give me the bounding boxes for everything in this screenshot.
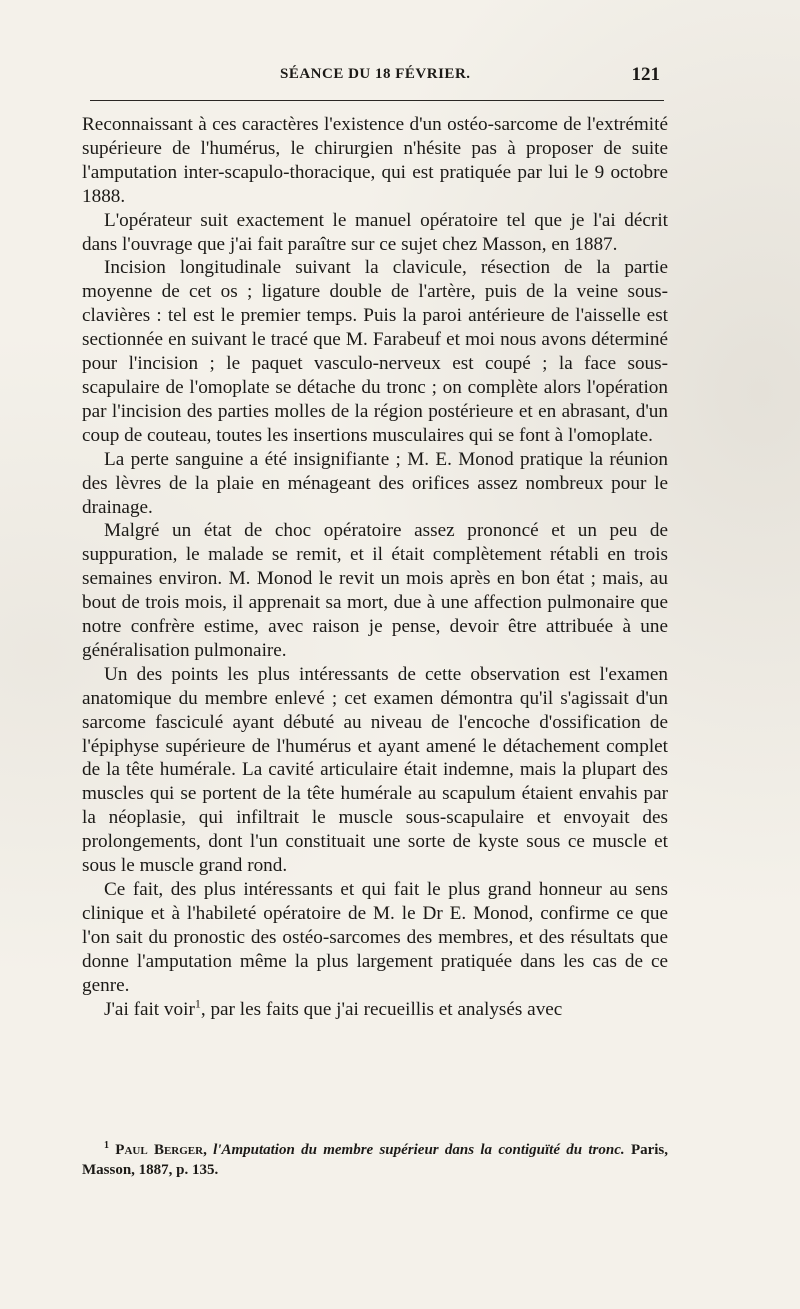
paragraph: L'opérateur suit exactement le manuel opératoire tel que je l'ai décrit dans l'ouvrage que j'ai fait paraître sur ce sujet chez Masson, en 1887. [82,209,668,255]
page-number: 121 [631,64,660,85]
paragraph: Incision longitudinale suivant la clavicule, résection de la partie moyenne de cet os ; ligature double de l'artère, puis de la veine sous-clavières : tel est le premier temps. Puis la paroi antérieure de l'aisselle est sectionnée en suivant le tracé que M. Farabeuf et moi nous avons déterminé pour l'incision ; le paquet vasculo-nerveux est coupé ; la face sous-scapulaire de l'omoplate se détache du tronc ; on complète alors l'opération par l'incision des parties molles de la région postérieure et en abrasant, d'un coup de couteau, toutes les insertions musculaires qui se font à l'omoplate. [82,257,668,446]
footnote-mark: 1 [104,1140,109,1151]
paragraph: La perte sanguine a été insignifiante ; M. E. Monod pratique la réunion des lèvres de la plaie en ménageant des orifices assez nombreux pour le drainage. [82,448,668,518]
footnote [82,1140,668,1180]
footnote-title: l'Amputation du membre supérieur dans la contiguïté du tronc. [213,1142,625,1158]
paragraph: Reconnaissant à ces caractères l'existence d'un ostéo-sarcome de l'extrémité supérieure de l'humérus, le chirurgien n'hésite pas à proposer de suite l'amputation inter-scapulo-thoracique, qui est pratiquée par lui le 9 octobre 1888. [82,114,668,207]
running-title: SÉANCE DU 18 FÉVRIER. [280,66,471,82]
paragraph-last [82,998,668,1022]
footnote-reference[interactable]: 1 [194,996,201,1011]
body-text [82,113,668,1021]
footnote-publication: Paris, Masson, 1887, p. 135. [82,1142,669,1178]
paragraph-last-start: J'ai fait voir [104,998,195,1020]
paragraph-last-end: , par les faits que j'ai recueillis et analysés avec [200,998,563,1020]
footnote-author: Paul Berger, [115,1142,207,1158]
header-rule [90,100,664,101]
paragraph: Ce fait, des plus intéressants et qui fait le plus grand honneur au sens clinique et à l'habileté opératoire de M. le Dr E. Monod, confirme ce que l'on sait du pronostic des ostéo-sarcomes des membres, et des résultats que donne l'amputation même la plus largement pratiquée dans les cas de ce genre. [82,879,668,996]
paragraph: Malgré un état de choc opératoire assez prononcé et un peu de suppuration, le malade se remit, et il était complètement rétabli en trois semaines environ. M. Monod le revit un mois après en bon état ; mais, au bout de trois mois, il apprenait sa mort, due à une affection pulmonaire que notre confrère estime, avec raison je pense, devoir être attribuée à une généralisation pulmonaire. [82,520,668,661]
page-header [82,66,668,88]
paragraph: Un des points les plus intéressants de cette observation est l'examen anatomique du membre enlevé ; cet examen démontra qu'il s'agissait d'un sarcome fasciculé ayant débuté au niveau de l'encoche d'ossification de l'épiphyse supérieure de l'humérus et ayant amené le détachement complet de la tête humérale. La cavité articulaire était indemne, mais la plupart des muscles qui se portent de la tête humérale au scapulum étaient envahis par la néoplasie, qui infiltrait le muscle sous-scapulaire et envoyait des prolongements, dont l'un constituait une sorte de kyste sous ce muscle et sous le muscle grand rond. [82,663,668,877]
